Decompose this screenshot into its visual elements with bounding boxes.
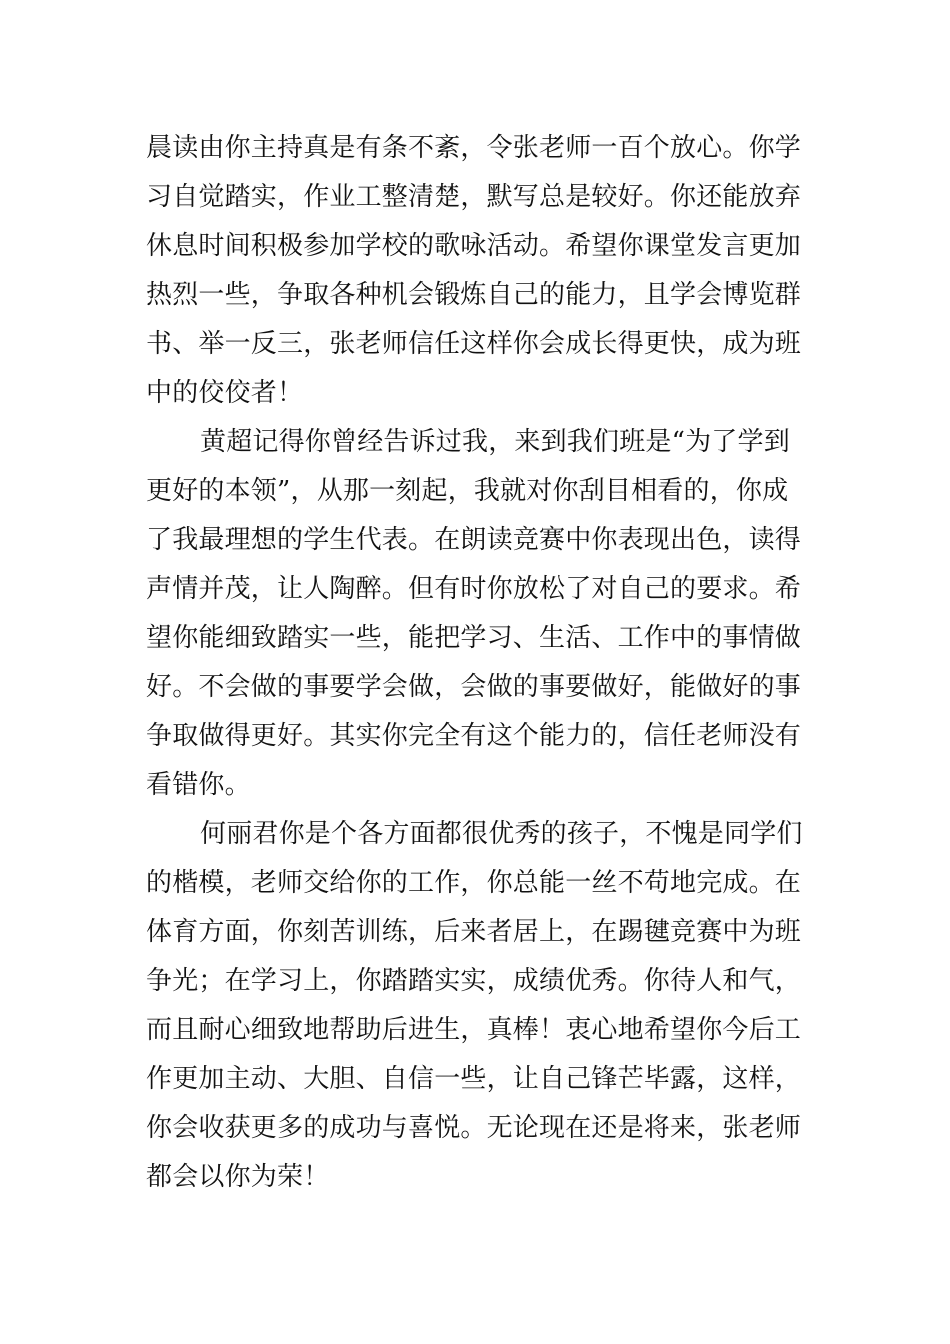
paragraph-line: 声情并茂，让人陶醉。但有时你放松了对自己的要求。希 (146, 574, 802, 604)
paragraph-line: 而且耐心细致地帮助后进生，真棒！衷心地希望你今后工 (146, 1015, 802, 1045)
paragraph-line: 习自觉踏实，作业工整清楚，默写总是较好。你还能放弃 (146, 182, 802, 212)
paragraph-line: 书、举一反三，张老师信任这样你会成长得更快，成为班 (146, 329, 802, 359)
paragraph-line: 休息时间积极参加学校的歌咏活动。希望你课堂发言更加 (146, 231, 802, 261)
paragraph-line: 热烈一些，争取各种机会锻炼自己的能力，且学会博览群 (146, 280, 802, 310)
document-body (146, 124, 810, 1202)
paragraph-line: 都会以你为荣！ (146, 1162, 330, 1192)
paragraph-3 (146, 810, 810, 1202)
paragraph-line: 你会收获更多的成功与喜悦。无论现在还是将来，张老师 (146, 1113, 802, 1143)
paragraph-line: 作更加主动、大胆、自信一些，让自己锋芒毕露，这样， (146, 1064, 802, 1094)
paragraph-line: 了我最理想的学生代表。在朗读竞赛中你表现出色，读得 (146, 525, 802, 555)
paragraph-line: 看错你。 (146, 770, 251, 800)
paragraph-line: 争光；在学习上，你踏踏实实，成绩优秀。你待人和气， (146, 966, 802, 996)
paragraph-1 (146, 124, 810, 418)
paragraph-line: 的楷模，老师交给你的工作，你总能一丝不苟地完成。在 (146, 868, 802, 898)
paragraph-line: 何丽君你是个各方面都很优秀的孩子，不愧是同学们 (200, 819, 803, 849)
paragraph-line: 好。不会做的事要学会做，会做的事要做好，能做好的事 (146, 672, 802, 702)
paragraph-line: 晨读由你主持真是有条不紊，令张老师一百个放心。你学 (146, 133, 802, 163)
paragraph-line: 更好的本领”，从那一刻起，我就对你刮目相看的，你成 (146, 476, 789, 506)
paragraph-line: 争取做得更好。其实你完全有这个能力的，信任老师没有 (146, 721, 802, 751)
paragraph-line: 中的佼佼者！ (146, 378, 304, 408)
paragraph-line: 黄超记得你曾经告诉过我，来到我们班是“为了学到 (200, 427, 790, 457)
paragraph-2 (146, 418, 810, 810)
paragraph-line: 望你能细致踏实一些，能把学习、生活、工作中的事情做 (146, 623, 802, 653)
paragraph-line: 体育方面，你刻苦训练，后来者居上，在踢毽竞赛中为班 (146, 917, 802, 947)
